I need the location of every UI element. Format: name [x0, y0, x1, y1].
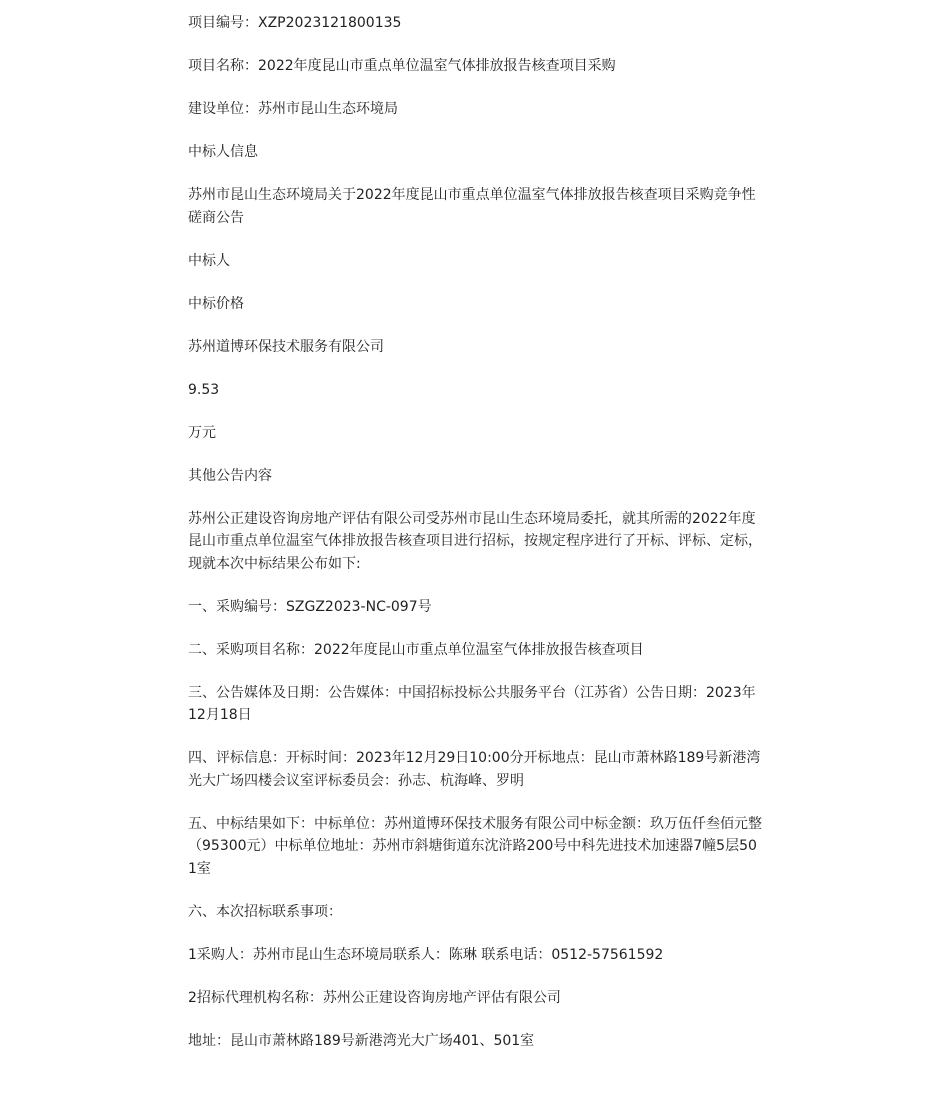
- construction-unit: 建设单位：苏州市昆山生态环境局: [188, 101, 398, 117]
- announcement-title: 苏州市昆山生态环境局关于2022年度昆山市重点单位温室气体排放报告核查项目采购竞争性磋商公告: [188, 187, 756, 226]
- winning-price-label: 中标价格: [188, 295, 244, 312]
- evaluation-info: 四、评标信息：开标时间：2023年12月29日10:00分开标地点：昆山市萧林路189号新港湾光大广场四楼会议室评标委员会：孙志、杭海峰、罗明: [188, 750, 761, 789]
- winner-name: 苏州道博环保技术服务有限公司: [188, 338, 384, 355]
- award-result: 五、中标结果如下：中标单位：苏州道博环保技术服务有限公司中标金额：玖万伍仟叁佰元整（95300元）中标单位地址：苏州市斜塘街道东沈浒路200号中科先进技术加速器7幢5层501室: [188, 815, 762, 877]
- project-name: 项目名称：2022年度昆山市重点单位温室气体排放报告核查项目采购: [188, 58, 616, 74]
- winning-price-unit: 万元: [188, 424, 216, 441]
- agency-name: 2招标代理机构名称：苏州公正建设咨询房地产评估有限公司: [188, 989, 561, 1006]
- agency-address: 地址：昆山市萧林路189号新港湾光大广场401、501室: [188, 1032, 535, 1049]
- intro-paragraph: 苏州公正建设咨询房地产评估有限公司受苏州市昆山生态环境局委托，就其所需的2022年度昆山市重点单位温室气体排放报告核查项目进行招标，按规定程序进行了开标、评标、定标，现就本次中标结果公布如下:: [188, 510, 762, 572]
- contact-heading: 六、本次招标联系事项：: [188, 903, 342, 920]
- winner-info-heading: 中标人信息: [188, 144, 258, 160]
- winner-label: 中标人: [188, 252, 230, 269]
- winning-price-value: 9.53: [188, 381, 220, 398]
- procurement-project-name: 二、采购项目名称：2022年度昆山市重点单位温室气体排放报告核查项目: [188, 641, 644, 658]
- procurement-number: 一、采购编号：SZGZ2023-NC-097号: [188, 598, 432, 615]
- other-content-heading: 其他公告内容: [188, 467, 272, 484]
- project-number: 项目编号：XZP2023121800135: [188, 15, 402, 31]
- purchaser-contact: 1采购人：苏州市昆山生态环境局联系人：陈琳 联系电话：0512-57561592: [188, 946, 664, 963]
- media-and-date: 三、公告媒体及日期：公告媒体：中国招标投标公共服务平台（江苏省）公告日期：2023年12月18日: [188, 684, 756, 723]
- announcement-document: [188, 0, 763, 1052]
